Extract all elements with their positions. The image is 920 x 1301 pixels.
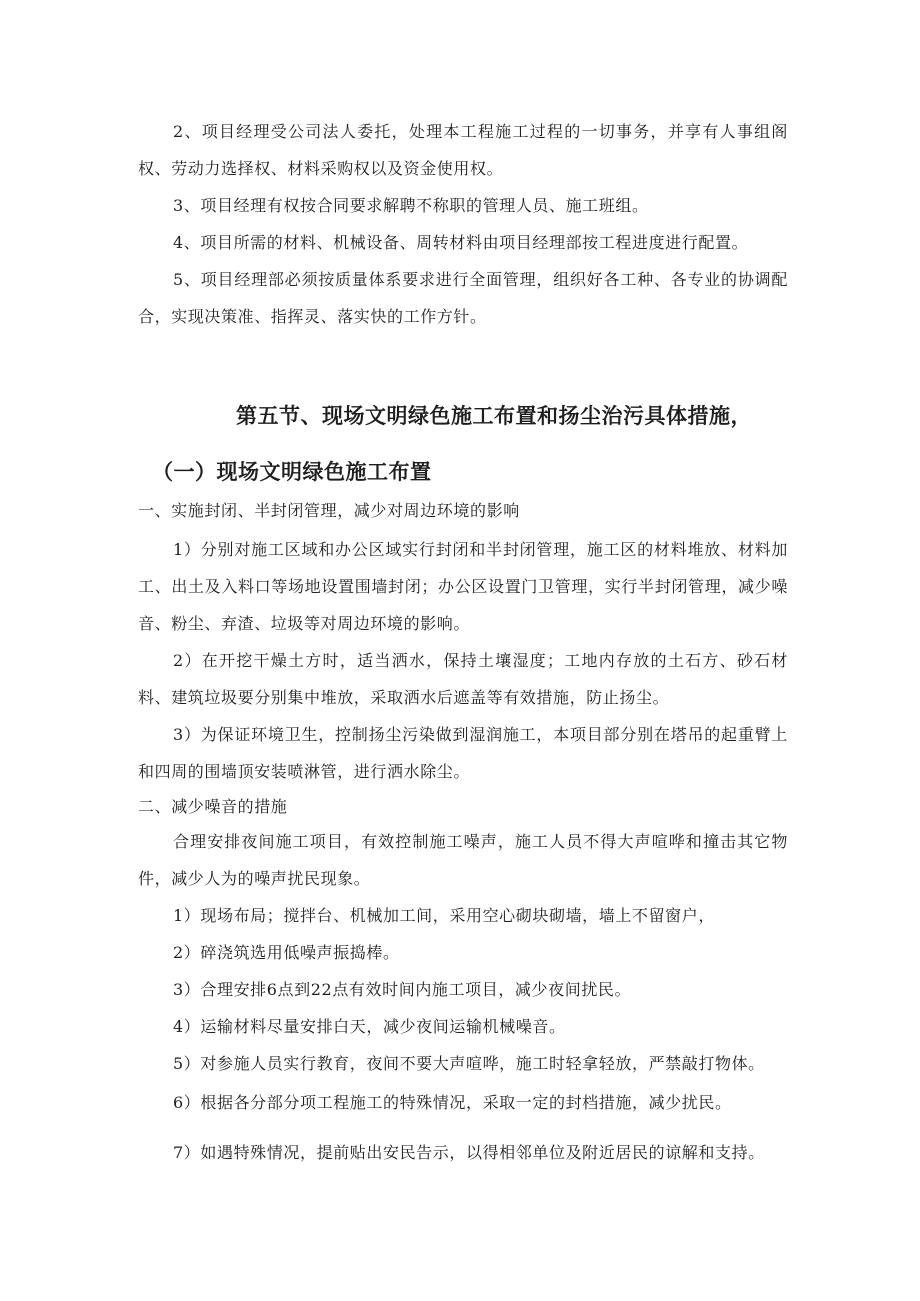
part2-heading: 二、减少噪音的措施: [138, 797, 288, 816]
responsibility-item-4: 4、项目所需的材料、机械设备、周转材料由项目经理部按工程进度进行配置。: [173, 233, 749, 252]
part2-item-4: 4）运输材料尽量安排白天，减少夜间运输机械噪音。: [173, 1017, 566, 1036]
section-title: 第五节、现场文明绿色施工布置和扬尘治污具体措施，: [236, 404, 752, 428]
part2-item-3: 3）合理安排6点到22点有效时间内施工项目，减少夜间扰民。: [173, 980, 632, 999]
responsibility-item-3: 3、项目经理有权按合同要求解聘不称职的管理人员、施工班组。: [173, 196, 649, 215]
part2-item-2: 2）碎浇筑选用低噪声振捣棒。: [173, 943, 400, 962]
section-subtitle: （一）现场文明绿色施工布置: [152, 460, 432, 484]
part2-intro: 合理安排夜间施工项目，有效控制施工噪声，施工人员不得大声喧哗和撞击其它物件，减少人为的噪声扰民现象。: [138, 832, 788, 888]
part1-item-2: 2）在开挖干燥土方时，适当洒水，保持土壤湿度；工地内存放的土石方、砂石材料、建筑垃圾要分别集中堆放，采取洒水后遮盖等有效措施，防止扬尘。: [138, 651, 788, 707]
part2-item-6: 6）根据各分部分项工程施工的特殊情况，采取一定的封档措施，减少扰民。: [173, 1093, 732, 1112]
part2-item-5: 5）对参施人员实行教育，夜间不要大声喧哗，施工时轻拿轻放，严禁敲打物体。: [173, 1054, 765, 1073]
part1-item-1: 1）分别对施工区域和办公区域实行封闭和半封闭管理，施工区的材料堆放、材料加工、出土及入料口等场地设置围墙封闭；办公区设置门卫管理，实行半封闭管理，减少噪音、粉尘、弃渣、垃圾等对周边环境的影响。: [138, 540, 788, 633]
part1-heading: 一、实施封闭、半封闭管理，减少对周边环境的影响: [138, 501, 520, 520]
part2-item-1: 1）现场布局；搅拌台、机械加工间，采用空心砌块砌墙，墙上不留窗户，: [173, 906, 715, 925]
responsibility-item-2: 2、项目经理受公司法人委托，处理本工程施工过程的一切事务，并享有人事组阁权、劳动力选择权、材料采购权以及资金使用权。: [138, 122, 788, 178]
responsibility-item-5: 5、项目经理部必须按质量体系要求进行全面管理，组织好各工种、各专业的协调配合，实现决策准、指挥灵、落实快的工作方针。: [138, 270, 788, 326]
part2-item-7: 7）如遇特殊情况，提前贴出安民告示，以得相邻单位及附近居民的谅解和支持。: [173, 1143, 765, 1162]
part1-item-3: 3）为保证环境卫生，控制扬尘污染做到湿润施工，本项目部分别在塔吊的起重臂上和四周的围墙顶安装喷淋管，进行洒水除尘。: [138, 725, 788, 781]
